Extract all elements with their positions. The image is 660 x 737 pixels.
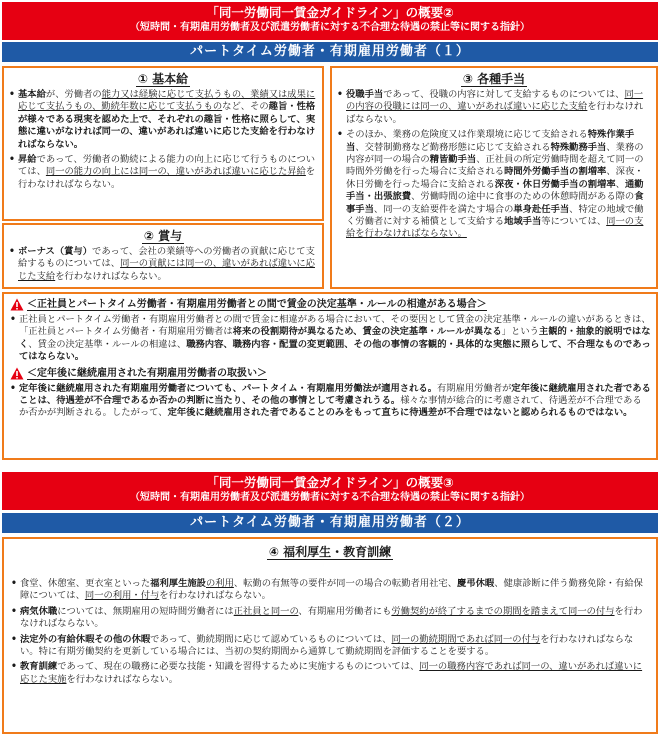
- slide2-section-header: パートタイム労働者・有期雇用労働者（１）: [2, 42, 658, 62]
- list-item: • 教育訓練であって、現在の職務に必要な技能・知識を習得するために実施するものについては、同一の職務内容であれば同一の、違いがあれば違いに応じた実施を行わなければならない。: [10, 661, 650, 686]
- list-item: • 役職手当であって、役職の内容に対して支給するものについては、同一の内容の役職には同一の、違いがあれば違いに応じた支給を行わなければならない。: [336, 89, 652, 126]
- warning-icon: [10, 298, 24, 311]
- list-item: • 法定外の有給休暇その他の休暇であって、勤続期間に応じて認めているものについては、同一の勤続期間であれば同一の付与を行わなければならない。特に有期労働契約を更新している場合には、当初の契約期間から通算して勤続期間を評価することを要する。: [10, 634, 650, 659]
- note-box: [2, 292, 658, 460]
- list-item: • そのほか、業務の危険度又は作業環境に応じて支給される特殊作業手当、交替制勤務など勤務形態に応じて支給される特殊勤務手当、業務の内容が同一の場合の精皆勤手当、正社員の所定労働時間を超えて同一の時間外労働を行った場合に支給される時間外労働手当の割増率、深夜・休日労働を行った場合に支給される深夜・休日労働手当の割増率、通勤手当・出張旅費、労働時間の途中に食事のための休憩時間がある際の食事手当、同一の支給要件を満たす場合の単身赴任手当、特定の地域で働く労働者に対する補償として支給する地域手当等については、同一の支給を行わなければならない。: [336, 129, 652, 241]
- slide2-banner: [2, 2, 658, 40]
- slide3-title: 「同一労働同一賃金ガイドライン」の概要③: [206, 475, 454, 490]
- kihonkyu-box: [2, 66, 324, 221]
- kihonkyu-title: ① 基本給: [137, 72, 189, 86]
- list-item: • ボーナス（賞与）であって、会社の業績等への労働者の貢献に応じて支給するものについては、同一の貢献には同一の、違いがあれば違いに応じた支給を行わなければならない。: [8, 246, 318, 283]
- welfare-list: [4, 578, 656, 686]
- shoyo-list: [4, 246, 322, 283]
- list-item: • 食堂、休憩室、更衣室といった福利厚生施設の利用、転勤の有無等の要件が同一の場合の転勤者用社宅、慶弔休暇、健康診断に伴う勤務免除・有給保障については、同一の利用・付与を行わなければならない。: [10, 578, 650, 603]
- welfare-title: ④ 福利厚生・教育訓練: [268, 545, 392, 559]
- warning-icon: [10, 367, 24, 380]
- note-heading-1: ＜正社員とパートタイム労働者・有期雇用労働者との間で賃金の決定基準・ルールの相違がある場合＞: [27, 299, 487, 310]
- welfare-box: [2, 537, 658, 734]
- teate-title: ③ 各種手当: [462, 72, 526, 86]
- slide2-subtitle: （短時間・有期雇用労働者及び派遣労働者に対する不合理な待遇の禁止等に関する指針）: [130, 22, 530, 33]
- shoyo-title: ② 賞与: [143, 229, 183, 243]
- slide3-banner: [2, 472, 658, 510]
- list-item: • 病気休職については、無期雇用の短時間労働者には正社員と同一の、有期雇用労働者にも労働契約が終了するまでの期間を踏まえて同一の付与を行わなければならない。: [10, 606, 650, 631]
- slide3-subtitle: （短時間・有期雇用労働者及び派遣労働者に対する不合理な待遇の禁止等に関する指針）: [130, 492, 530, 503]
- teate-list: [332, 89, 656, 241]
- shoyo-box: [2, 223, 324, 289]
- note-paragraph-1: • 正社員とパートタイム労働者・有期雇用労働者との間で賃金に相違がある場合において、その要因として賃金の決定基準・ルールの違いがあるときは、「正社員とパートタイム労働者・有期雇用労働者は将来の役割期待が異なるため、賃金の決定基準・ルールが異なる」という主観的・抽象的説明ではなく、賃金の決定基準・ルールの相違は、職務内容、職務内容・配置の変更範囲、その他の事情の客観的・具体的な実態に照らして、不合理なものであってはならない。: [9, 314, 651, 364]
- list-item: • 基本給が、労働者の能力又は経験に応じて支払うもの、業績又は成果に応じて支払うもの、勤続年数に応じて支払うものなど、その趣旨・性格が様々である現実を認めた上で、それぞれの趣旨・性格に照らして、実態に違いがなければ同一の、違いがあれば違いに応じた支給を行わなければならない。: [8, 89, 318, 151]
- slide3-section-header: パートタイム労働者・有期雇用労働者（２）: [2, 513, 658, 533]
- teate-box: [330, 66, 658, 289]
- kihonkyu-list: [4, 89, 322, 191]
- note-paragraph-2: • 定年後に継続雇用された有期雇用労働者についても、パートタイム・有期雇用労働法が適用される。有期雇用労働者が定年後に継続雇用された者であることは、待遇差が不合理であるか否かの判断に当たり、その他の事情として考慮されうる。様々な事情が総合的に考慮されて、待遇差が不合理であるか否かが判断される。したがって、定年後に継続雇用された者であることのみをもって直ちに待遇差が不合理ではないと認められるものではない。: [9, 383, 651, 420]
- slide2-title: 「同一労働同一賃金ガイドライン」の概要②: [206, 5, 454, 20]
- note-heading-2: ＜定年後に継続雇用された有期雇用労働者の取扱い＞: [27, 367, 267, 379]
- list-item: • 昇給であって、労働者の勤続による能力の向上に応じて行うものについては、同一の能力の向上には同一の、違いがあれば違いに応じた昇給を行わなければならない。: [8, 154, 318, 191]
